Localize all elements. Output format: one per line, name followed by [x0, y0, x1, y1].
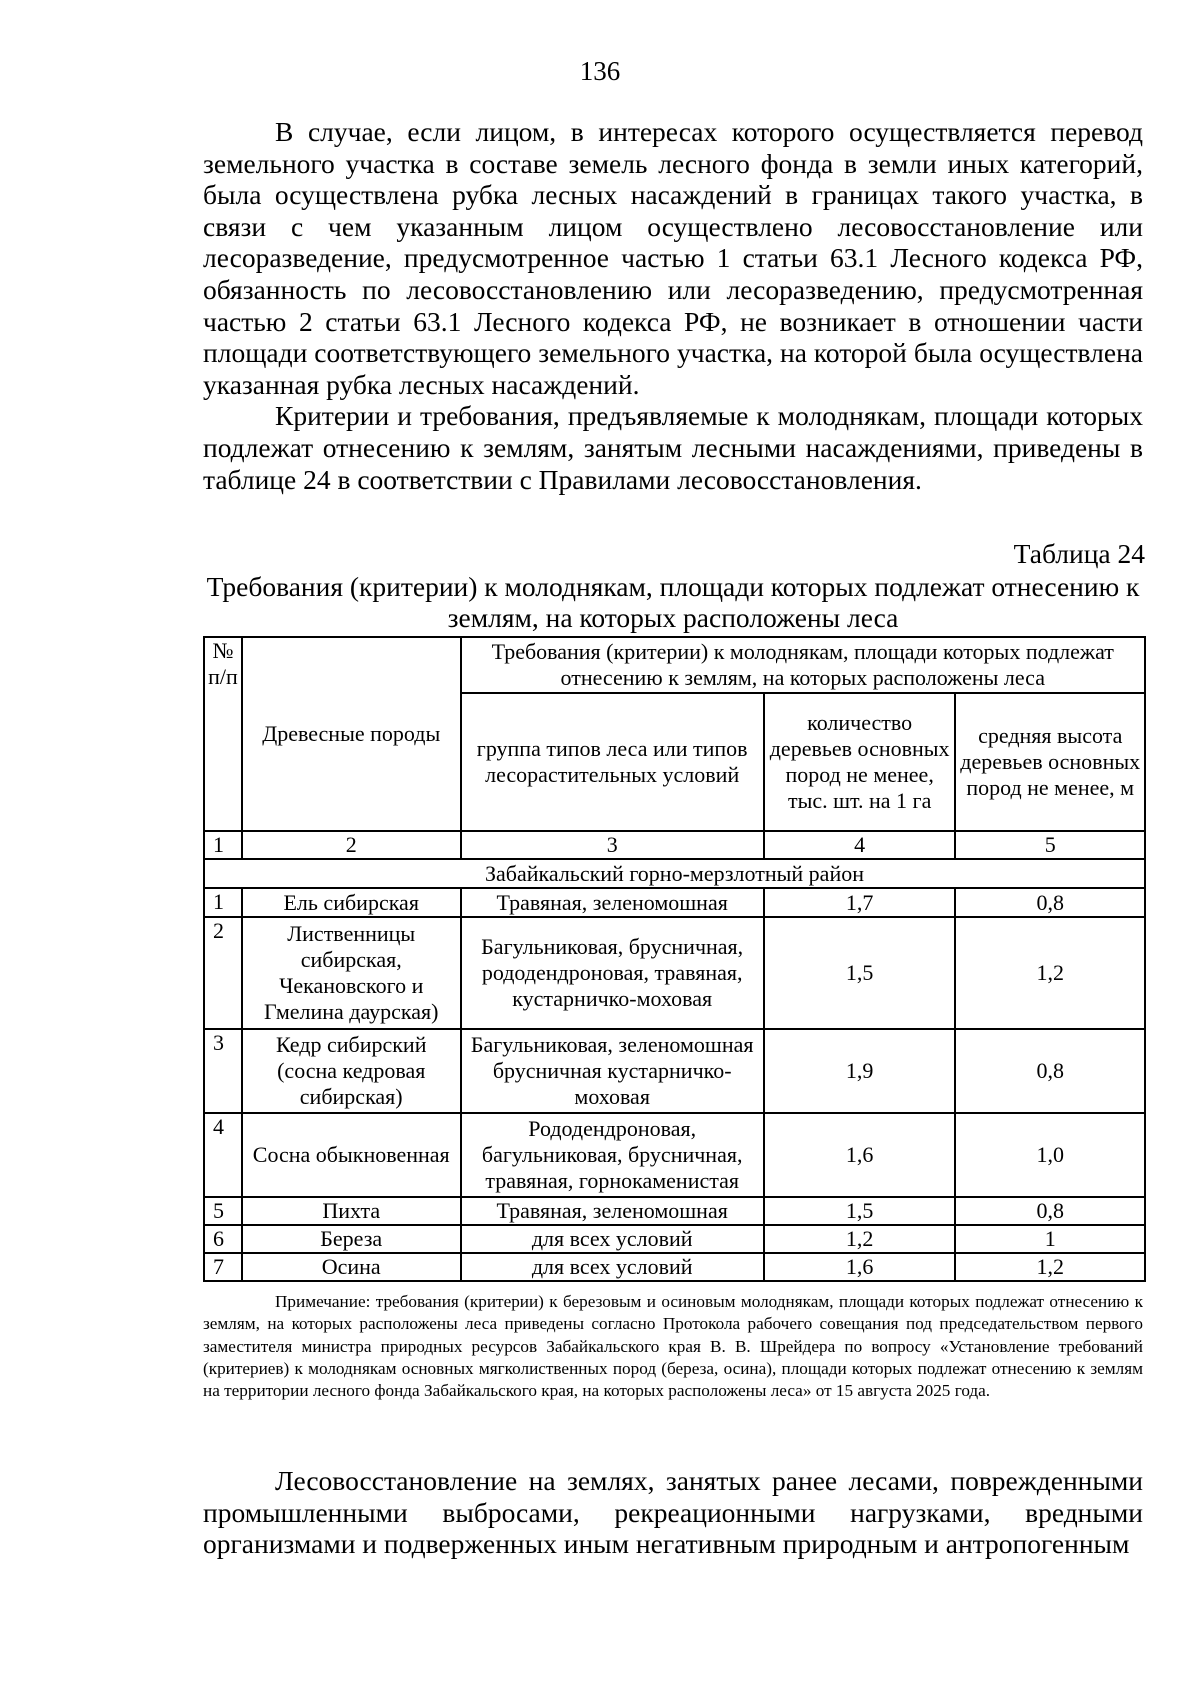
- row-species: Лиственницы сибирская, Чекановского и Гмелина даурская): [242, 917, 461, 1029]
- header-forest-type: группа типов леса или типов лесорастительных условий: [461, 693, 764, 831]
- row-num: 3: [204, 1029, 242, 1113]
- table-note: [203, 1291, 1143, 1402]
- note-text: Примечание: требования (критерии) к березовым и осиновым молоднякам, площади которых подлежат отнесению к землям, на которых расположены леса приведены согласно Протокола рабочего совещания под председательством первого заместителя министра природных ресурсов Забайкальского края В. В. Шрейдера по вопросу «Установление требований (критериев) к молоднякам основных мягколиственных пород (береза, осина), площади которых подлежат отнесению к землям на территории лесного фонда Забайкальского края, на которых расположены леса» от 15 августа 2025 года.: [203, 1292, 1143, 1401]
- row-forest-type: для всех условий: [461, 1253, 764, 1281]
- row-forest-type: Багульниковая, брусничная, рододендроновая, травяная, кустарничко-моховая: [461, 917, 764, 1029]
- table-caption: Требования (критерии) к молоднякам, площади которых подлежат отнесению к землям, на которых расположены леса: [206, 571, 1140, 633]
- paragraph: Лесовосстановление на землях, занятых ранее лесами, поврежденными промышленными выбросами, рекреационными нагрузками, вредными организмами и подверженных иным негативным природным и антропогенным: [203, 1465, 1143, 1560]
- row-height: 0,8: [955, 888, 1145, 917]
- column-number-row: [204, 831, 1145, 859]
- closing-text: [203, 1465, 1143, 1560]
- column-number: 5: [955, 831, 1145, 859]
- table-row: [204, 888, 1145, 917]
- row-height: 1,2: [955, 917, 1145, 1029]
- row-num: 5: [204, 1197, 242, 1225]
- row-forest-type: для всех условий: [461, 1225, 764, 1253]
- row-species: Сосна обыкновенная: [242, 1113, 461, 1197]
- row-count: 1,5: [764, 917, 956, 1029]
- row-num: 7: [204, 1253, 242, 1281]
- row-species: Кедр сибирский (сосна кедровая сибирская): [242, 1029, 461, 1113]
- criteria-table: [203, 636, 1146, 1282]
- row-count: 1,2: [764, 1225, 956, 1253]
- row-height: 0,8: [955, 1029, 1145, 1113]
- row-height: 1: [955, 1225, 1145, 1253]
- column-number: 4: [764, 831, 956, 859]
- table-header-row: [204, 637, 1145, 693]
- header-requirements: Требования (критерии) к молоднякам, площади которых подлежат отнесению к землям, на которых расположены леса: [461, 637, 1145, 693]
- header-species: Древесные породы: [242, 637, 461, 831]
- table-label: Таблица 24: [1013, 538, 1145, 569]
- table-row: [204, 1029, 1145, 1113]
- row-height: 0,8: [955, 1197, 1145, 1225]
- row-height: 1,0: [955, 1113, 1145, 1197]
- intro-text: [203, 116, 1143, 495]
- table-row: [204, 917, 1145, 1029]
- row-species: Ель сибирская: [242, 888, 461, 917]
- page-number: 136: [579, 56, 621, 86]
- row-count: 1,7: [764, 888, 956, 917]
- row-num: 2: [204, 917, 242, 1029]
- row-count: 1,6: [764, 1253, 956, 1281]
- header-avg-height: средняя высота деревьев основных пород не менее, м: [955, 693, 1145, 831]
- region-name: Забайкальский горно-мерзлотный район: [204, 859, 1145, 888]
- table-row: [204, 1253, 1145, 1281]
- row-species: Береза: [242, 1225, 461, 1253]
- column-number: 3: [461, 831, 764, 859]
- paragraph: Критерии и требования, предъявляемые к молоднякам, площади которых подлежат отнесению к землям, занятым лесными насаждениями, приведены в таблице 24 в соответствии с Правилами лесовосстановления.: [203, 400, 1143, 495]
- row-num: 1: [204, 888, 242, 917]
- row-count: 1,9: [764, 1029, 956, 1113]
- row-forest-type: Багульниковая, зеленомошная брусничная кустарничко-моховая: [461, 1029, 764, 1113]
- row-count: 1,5: [764, 1197, 956, 1225]
- header-tree-count: количество деревьев основных пород не менее, тыс. шт. на 1 га: [764, 693, 956, 831]
- header-num-cont: [204, 693, 242, 831]
- row-forest-type: Травяная, зеленомошная: [461, 888, 764, 917]
- row-count: 1,6: [764, 1113, 956, 1197]
- row-num: 6: [204, 1225, 242, 1253]
- table-row: [204, 1225, 1145, 1253]
- table-row: [204, 1113, 1145, 1197]
- region-row: [204, 859, 1145, 888]
- row-species: Пихта: [242, 1197, 461, 1225]
- row-forest-type: Рододендроновая, багульниковая, брусничная, травяная, горнокаменистая: [461, 1113, 764, 1197]
- column-number: 1: [204, 831, 242, 859]
- header-num: № п/п: [204, 637, 242, 693]
- paragraph: В случае, если лицом, в интересах которого осуществляется перевод земельного участка в составе земель лесного фонда в земли иных категорий, была осуществлена рубка лесных насаждений в границах такого участка, в связи с чем указанным лицом осуществлено лесовосстановление или лесоразведение, предусмотренное частью 1 статьи 63.1 Лесного кодекса РФ, обязанность по лесовосстановлению или лесоразведению, предусмотренная частью 2 статьи 63.1 Лесного кодекса РФ, не возникает в отношении части площади соответствующего земельного участка, на которой была осуществлена указанная рубка лесных насаждений.: [203, 116, 1143, 400]
- row-forest-type: Травяная, зеленомошная: [461, 1197, 764, 1225]
- row-height: 1,2: [955, 1253, 1145, 1281]
- row-species: Осина: [242, 1253, 461, 1281]
- table-row: [204, 1197, 1145, 1225]
- row-num: 4: [204, 1113, 242, 1197]
- column-number: 2: [242, 831, 461, 859]
